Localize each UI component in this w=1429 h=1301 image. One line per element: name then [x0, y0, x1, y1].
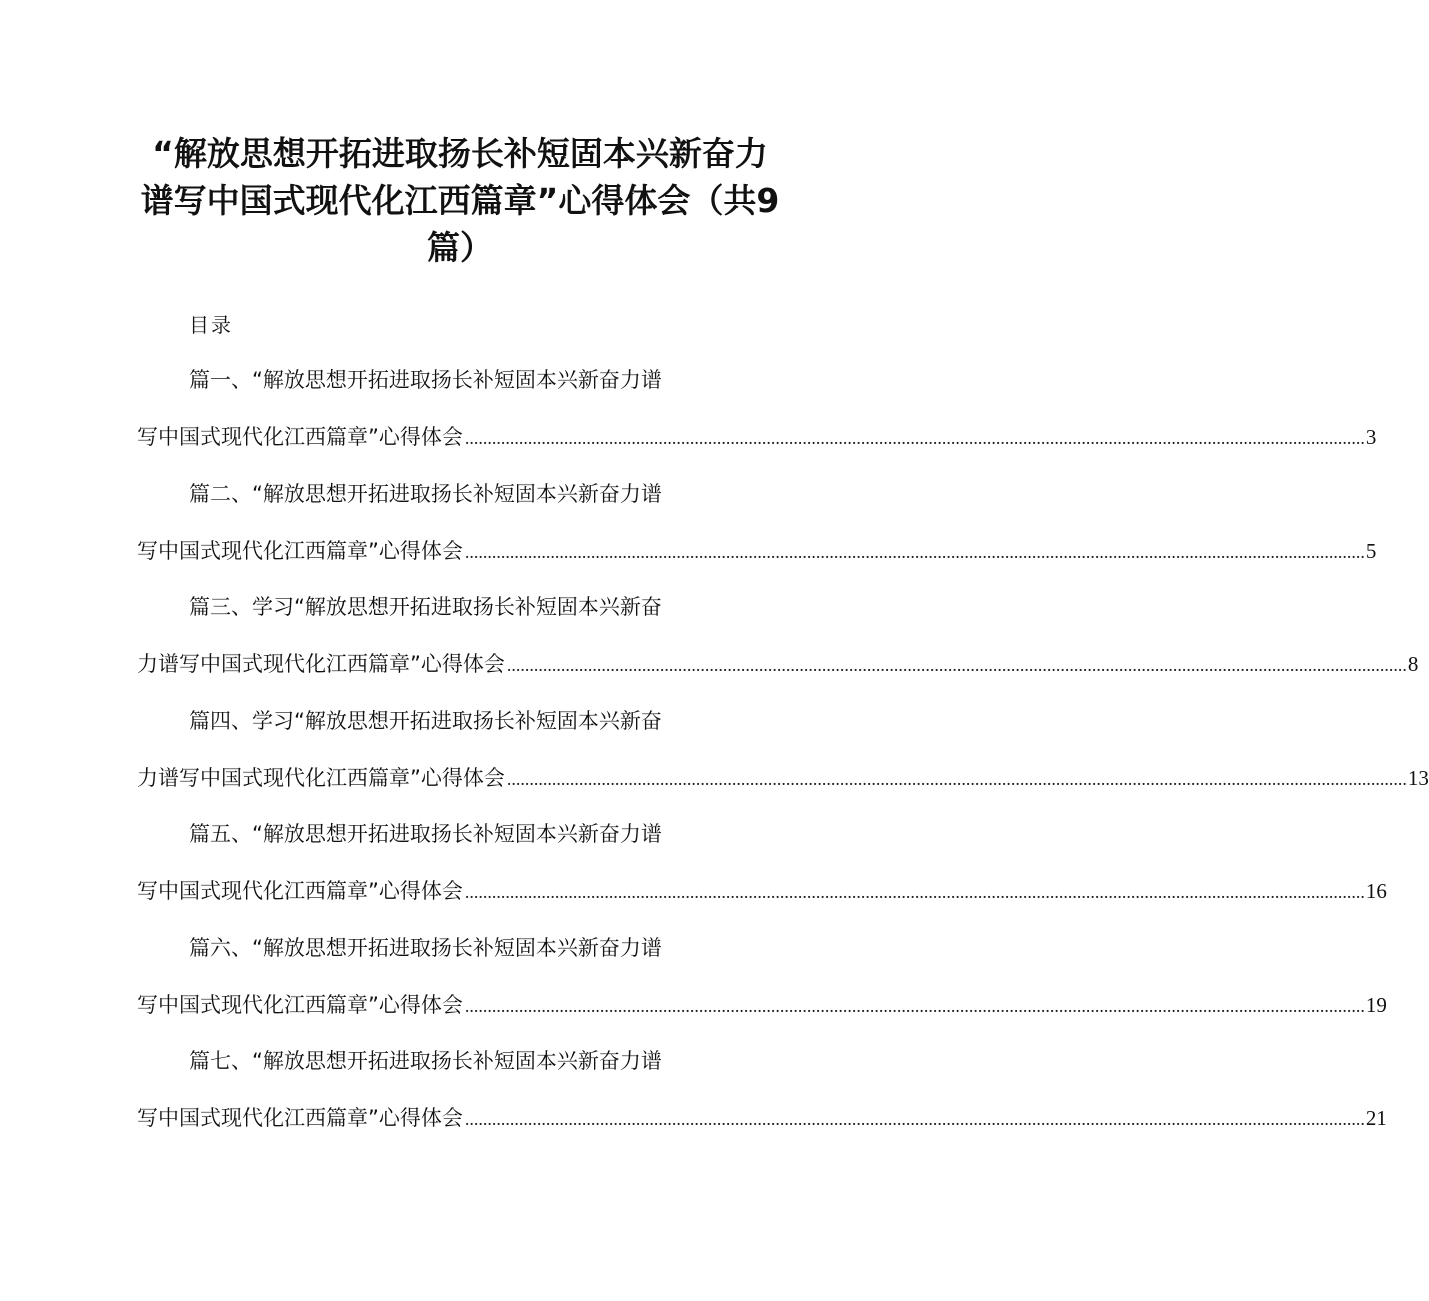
title-line-2: 谱写中国式现代化江西篇章”心得体会（共9 — [140, 181, 780, 220]
toc-page-number: 5 — [1365, 538, 1377, 563]
toc-page-number: 8 — [1407, 652, 1419, 676]
title-line-3: 篇） — [427, 228, 493, 267]
toc-page-number: 19 — [1365, 992, 1387, 1017]
toc-entry-title: 写中国式现代化江西篇章”心得体会 — [137, 992, 463, 1017]
toc-entry-line1[interactable]: 篇六、“解放思想开拓进取扬长补短固本兴新奋力谱 — [189, 935, 662, 960]
toc-leader-dots: ........................................................................................................................................................................................................ — [506, 768, 1407, 789]
toc-entry-line1[interactable]: 篇三、学习“解放思想开拓进取扬长补短固本兴新奋 — [189, 595, 662, 619]
document-title — [130, 130, 790, 271]
toc-entry-line2[interactable] — [137, 990, 1387, 1021]
toc-entry-title: 力谱写中国式现代化江西篇章”心得体会 — [137, 765, 505, 790]
toc-page-number: 3 — [1365, 425, 1377, 449]
toc-leader-dots: ........................................................................................................................................................................................................ — [464, 541, 1365, 562]
toc-leader-dots: ........................................................................................................................................................................................................ — [464, 995, 1365, 1016]
toc-entry-title: 写中国式现代化江西篇章”心得体会 — [137, 425, 463, 449]
toc-entry-line1[interactable]: 篇四、学习“解放思想开拓进取扬长补短固本兴新奋 — [189, 708, 662, 733]
toc-page-number: 21 — [1365, 1106, 1387, 1130]
title-line-1: “解放思想开拓进取扬长补短固本兴新奋力 — [152, 134, 768, 173]
toc-entry-title: 写中国式现代化江西篇章”心得体会 — [137, 879, 463, 903]
toc-entry-line1[interactable]: 篇二、“解放思想开拓进取扬长补短固本兴新奋力谱 — [189, 481, 662, 506]
toc-page-number: 16 — [1365, 879, 1387, 903]
toc-entry-line2[interactable] — [137, 763, 1429, 794]
toc-entry-line2[interactable] — [137, 876, 1387, 907]
toc-entry-line2[interactable] — [137, 649, 1419, 680]
toc-entry-title: 写中国式现代化江西篇章”心得体会 — [137, 538, 463, 563]
toc-leader-dots: ........................................................................................................................................................................................................ — [464, 428, 1365, 448]
toc-entry-title: 力谱写中国式现代化江西篇章”心得体会 — [137, 652, 505, 676]
toc-page-number: 13 — [1407, 765, 1429, 790]
toc-heading: 目录 — [189, 313, 233, 337]
toc-entry-line1[interactable]: 篇七、“解放思想开拓进取扬长补短固本兴新奋力谱 — [189, 1049, 662, 1073]
toc-entry-title: 写中国式现代化江西篇章”心得体会 — [137, 1106, 463, 1130]
toc-entry-line2[interactable] — [137, 422, 1377, 453]
toc-leader-dots: ........................................................................................................................................................................................................ — [464, 882, 1365, 902]
toc-leader-dots: ........................................................................................................................................................................................................ — [506, 655, 1407, 675]
toc-entry-line1[interactable]: 篇五、“解放思想开拓进取扬长补短固本兴新奋力谱 — [189, 822, 662, 846]
toc-entry-line1[interactable]: 篇一、“解放思想开拓进取扬长补短固本兴新奋力谱 — [189, 368, 662, 392]
toc-entry-line2[interactable] — [137, 536, 1377, 567]
toc-leader-dots: ........................................................................................................................................................................................................ — [464, 1109, 1365, 1129]
toc-entry-line2[interactable] — [137, 1103, 1387, 1134]
